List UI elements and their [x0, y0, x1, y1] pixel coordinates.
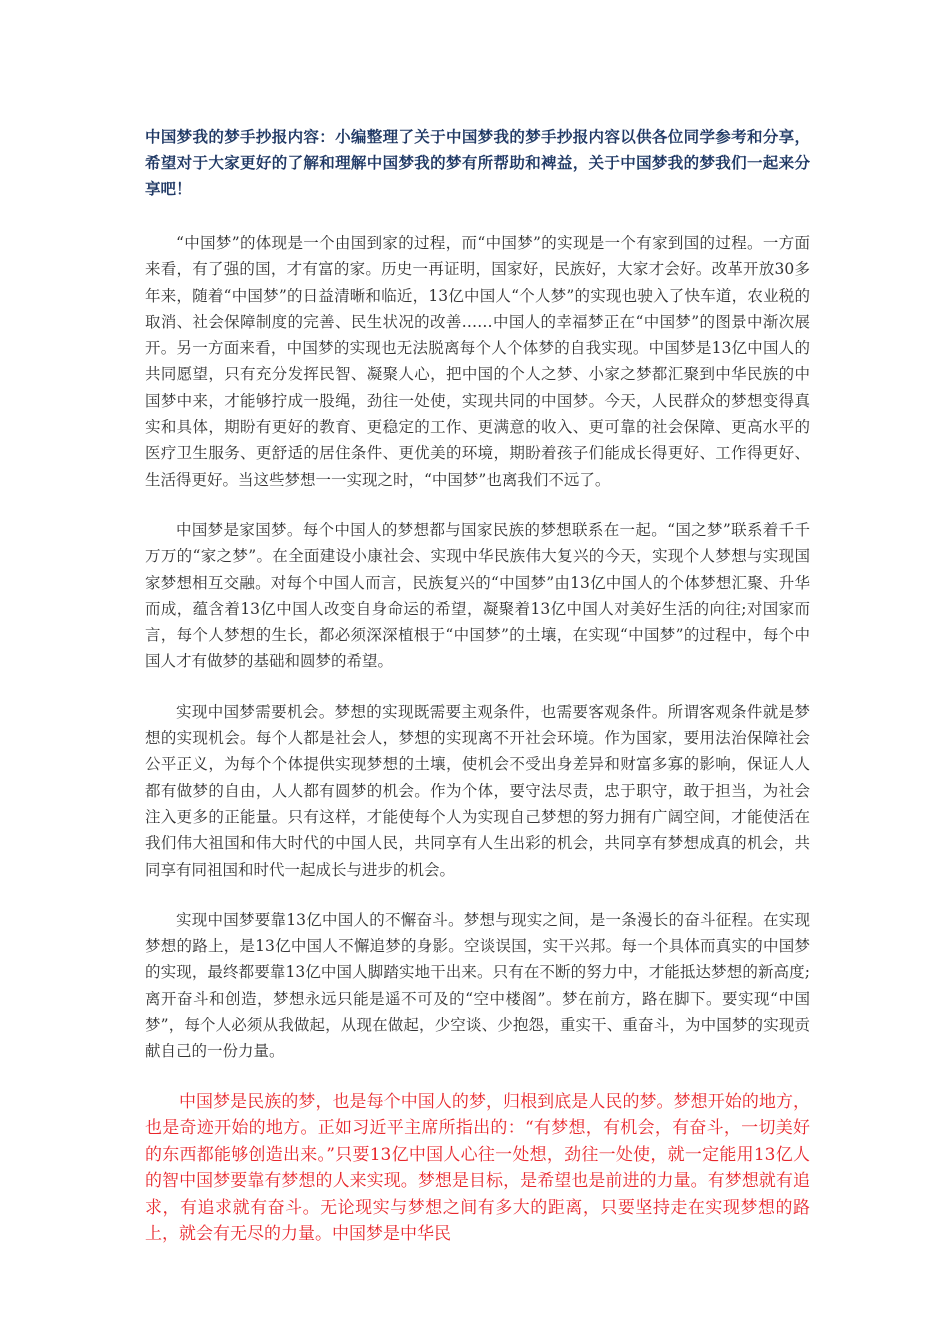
document-body [145, 124, 810, 1272]
body-paragraph: “中国梦”的体现是一个由国到家的过程，而“中国梦”的实现是一个有家到国的过程。一方面来看，有了强的国，才有富的家。历史一再证明，国家好，民族好，大家才会好。改革开放30多年来，随着“中国梦”的日益清晰和临近，13亿中国人“个人梦”的实现也驶入了快车道，农业税的取消、社会保障制度的完善、民生状况的改善……中国人的幸福梦正在“中国梦”的图景中渐次展开。另一方面来看，中国梦的实现也无法脱离每个人个体梦的自我实现。中国梦是13亿中国人的共同愿望，只有充分发挥民智、凝聚人心，把中国的个人之梦、小家之梦都汇聚到中华民族的中国梦中来，才能够拧成一股绳，劲往一处使，实现共同的中国梦。今天，人民群众的梦想变得真实和具体，期盼有更好的教育、更稳定的工作、更满意的收入、更可靠的社会保障、更高水平的医疗卫生服务、更舒适的居住条件、更优美的环境，期盼着孩子们能成长得更好、工作得更好、生活得更好。当这些梦想一一实现之时，“中国梦”也离我们不远了。 [145, 234, 810, 489]
intro-summary: 中国梦我的梦手抄报内容：小编整理了关于中国梦我的梦手抄报内容以供各位同学参考和分享，希望对于大家更好的了解和理解中国梦我的梦有所帮助和裨益，关于中国梦我的梦我们一起来分享吧！ [145, 128, 810, 198]
body-paragraph: 中国梦是家国梦。每个中国人的梦想都与国家民族的梦想联系在一起。“国之梦”联系着千千万万的“家之梦”。在全面建设小康社会、实现中华民族伟大复兴的今天，实现个人梦想与实现国家梦想相互交融。对每个中国人而言，民族复兴的“中国梦”由13亿中国人的个体梦想汇聚、升华而成，蕴含着13亿中国人改变自身命运的希望，凝聚着13亿中国人对美好生活的向往;对国家而言，每个人梦想的生长，都必须深深植根于“中国梦”的土壤，在实现“中国梦”的过程中，每个中国人才有做梦的基础和圆梦的希望。 [145, 520, 810, 671]
highlight-paragraph: 中国梦是民族的梦，也是每个中国人的梦，归根到底是人民的梦。梦想开始的地方，也是奇迹开始的地方。正如习近平主席所指出的：“有梦想，有机会，有奋斗，一切美好的东西都能够创造出来。”只要13亿中国人心往一处想，劲往一处使，就一定能用13亿人的智中国梦要靠有梦想的人来实现。梦想是目标，是希望也是前进的力量。有梦想就有追求，有追求就有奋斗。无论现实与梦想之间有多大的距离，只要坚持走在实现梦想的路上，就会有无尽的力量。中国梦是中华民 [145, 1091, 810, 1245]
body-paragraph: 实现中国梦需要机会。梦想的实现既需要主观条件，也需要客观条件。所谓客观条件就是梦想的实现机会。每个人都是社会人，梦想的实现离不开社会环境。作为国家，要用法治保障社会公平正义，为每个个体提供实现梦想的土壤，使机会不受出身差异和财富多寡的影响，保证人人都有做梦的自由，人人都有圆梦的机会。作为个体，要守法尽责，忠于职守，敢于担当，为社会注入更多的正能量。只有这样，才能使每个人为实现自己梦想的努力拥有广阔空间，才能使活在我们伟大祖国和伟大时代的中国人民，共同享有人生出彩的机会，共同享有梦想成真的机会，共同享有同祖国和时代一起成长与进步的机会。 [145, 702, 810, 879]
body-paragraph: 实现中国梦要靠13亿中国人的不懈奋斗。梦想与现实之间，是一条漫长的奋斗征程。在实现梦想的路上，是13亿中国人不懈追梦的身影。空谈误国，实干兴邦。每一个具体而真实的中国梦的实现，最终都要靠13亿中国人脚踏实地干出来。只有在不断的努力中，才能抵达梦想的新高度;离开奋斗和创造，梦想永远只能是遥不可及的“空中楼阁”。梦在前方，路在脚下。要实现“中国梦”，每个人必须从我做起，从现在做起，少空谈、少抱怨，重实干、重奋斗，为中国梦的实现贡献自己的一份力量。 [145, 910, 810, 1061]
